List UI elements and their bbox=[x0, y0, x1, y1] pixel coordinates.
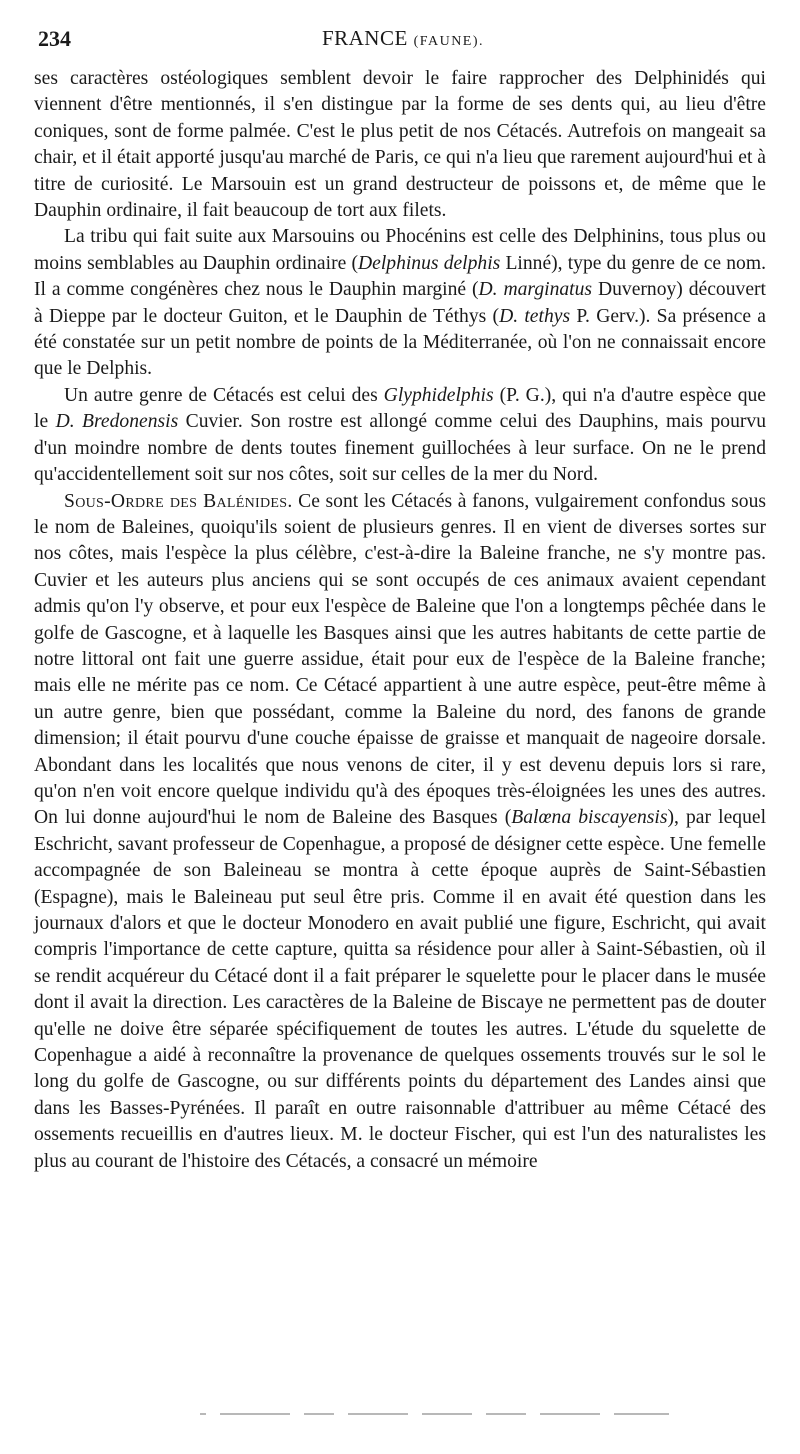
text-run: P. Gerv.). Sa présence a été constatée sur un petit nombre de points de la Méditerranée, où l'on ne connaissait encore que le Delphis. bbox=[34, 305, 767, 380]
body-text bbox=[34, 66, 766, 1175]
italic-term: Balœna biscayensis bbox=[511, 807, 668, 829]
text-run: (P. G.), qui n'a d'autre espèce que le bbox=[34, 384, 766, 433]
section-heading: Sous-Ordre des Balénides. bbox=[64, 490, 293, 512]
running-subtitle: (FAUNE). bbox=[413, 34, 485, 49]
text-run: Linné), type du genre de ce nom. Il a comme congénères chez nous le Dauphin marginé ( bbox=[34, 252, 766, 301]
text-run: Cuvier. Son rostre est allongé comme celui des Dauphins, mais pourvu d'un moindre nombre de dents toutes finement guillochées à leur surface. On ne le prend qu'accidentellement soit sur nos côtes, soit sur celles de la mer du Nord. bbox=[34, 411, 766, 486]
running-title: FRANCE bbox=[321, 26, 408, 50]
paragraph bbox=[34, 66, 766, 224]
italic-term: Glyphidelphis bbox=[383, 384, 494, 406]
running-head bbox=[38, 26, 768, 51]
paragraph bbox=[34, 489, 766, 1176]
italic-term: D. marginatus bbox=[478, 279, 593, 301]
paragraph bbox=[34, 383, 766, 489]
footer-rule bbox=[200, 1412, 720, 1416]
italic-term: Delphinus delphis bbox=[357, 252, 501, 274]
text-run: ses caractères ostéologiques semblent devoir le faire rapprocher des Delphinidés qui viennent d'être mentionnés, il s'en distingue par la forme de ses dents qui, au lieu d'être coniques, sont de forme palmée. C'est le plus petit de nos Cétacés. Autrefois on mangeait sa chair, et il était apporté jusqu'au marché de Paris, ce qui n'a lieu que rarement aujourd'hui et à titre de curiosité. Le Marsouin est un grand destructeur de poissons et, de même que le Dauphin ordinaire, il fait beaucoup de tort aux filets. bbox=[34, 68, 766, 222]
text-run: La tribu qui fait suite aux Marsouins ou Phocénins est celle des Delphinins, tous plus ou moins semblables au Dauphin ordinaire ( bbox=[34, 226, 766, 274]
paragraph bbox=[34, 224, 766, 382]
italic-term: D. Bredonensis bbox=[55, 411, 179, 433]
page-number: 234 bbox=[38, 26, 71, 51]
text-run: ), par lequel Eschricht, savant professeur de Copenhague, a proposé de désigner cette espèce. Une femelle accompagnée de son Baleineau se montra à cette époque auprès de Saint-Sébastien (Espagne), mais le Baleineau put seul être pris. Comme il en avait été question dans les journaux d'alors et que le docteur Monodero en avait publié une figure, Eschricht, qui avait compris l'importance de cette capture, quitta sa résidence pour aller à Saint-Sébastien, où il se rendit acquéreur du Cétacé dont il a fait préparer le squelette pour le placer dans le musée dont il avait la direction. Les caractères de la Baleine de Biscaye ne permettent pas de douter qu'elle ne doive être séparée spécifiquement de toutes les autres. L'étude du squelette de Copenhague a aidé à reconnaître la provenance de quelques ossements trouvés sur le sol le long du golfe de Gascogne, ou sur différents points du département des Landes ainsi que dans les Basses-Pyrénées. Il paraît en outre raisonnable d'attribuer au même Cétacé des ossements recueillis en d'autres lieux. M. le docteur Fischer, qui est l'un des naturalistes les plus au courant de l'histoire des Cétacés, a consacré un mémoire bbox=[34, 807, 767, 1172]
text-run: Ce sont les Cétacés à fanons, vulgairement confondus sous le nom de Baleines, quoiqu'ils soient de plusieurs genres. Il en vient de diverses sortes sur nos côtes, mais l'espèce la plus célèbre, c'est-à-dire la Baleine franche, ne s'y montre pas. Cuvier et les auteurs plus anciens qui se sont occupés de ces animaux avaient cependant admis qu'on l'y observe, et pour eux l'espèce de Baleine que l'on a longtemps pêchée dans le golfe de Gascogne, et à laquelle les Basques ainsi que les autres habitants de cette partie de notre littoral ont fait une guerre assidue, était pour eux de l'espèce de la Baleine franche; mais elle ne mérite pas ce nom. Ce Cétacé appartient à une autre espèce, peut-être même à un autre genre, bien que possédant, comme la Baleine du nord, des fanons de grande dimension; il était pourvu d'une couche épaisse de graisse et manquait de nageoire dorsale. Abondant dans les localités que nous venons de citer, il y est devenu depuis lors si rare, qu'on n'en voit encore quelque individu qu'à des époques très-éloignées les unes des autres. On lui donne aujourd'hui le nom de Baleine des Basques ( bbox=[34, 490, 766, 829]
text-run: Un autre genre de Cétacés est celui des bbox=[64, 384, 384, 406]
text-run: Duvernoy) découvert à Dieppe par le docteur Guiton, et le Dauphin de Téthys ( bbox=[34, 279, 766, 327]
page-header bbox=[38, 26, 768, 56]
italic-term: D. tethys bbox=[499, 305, 571, 327]
